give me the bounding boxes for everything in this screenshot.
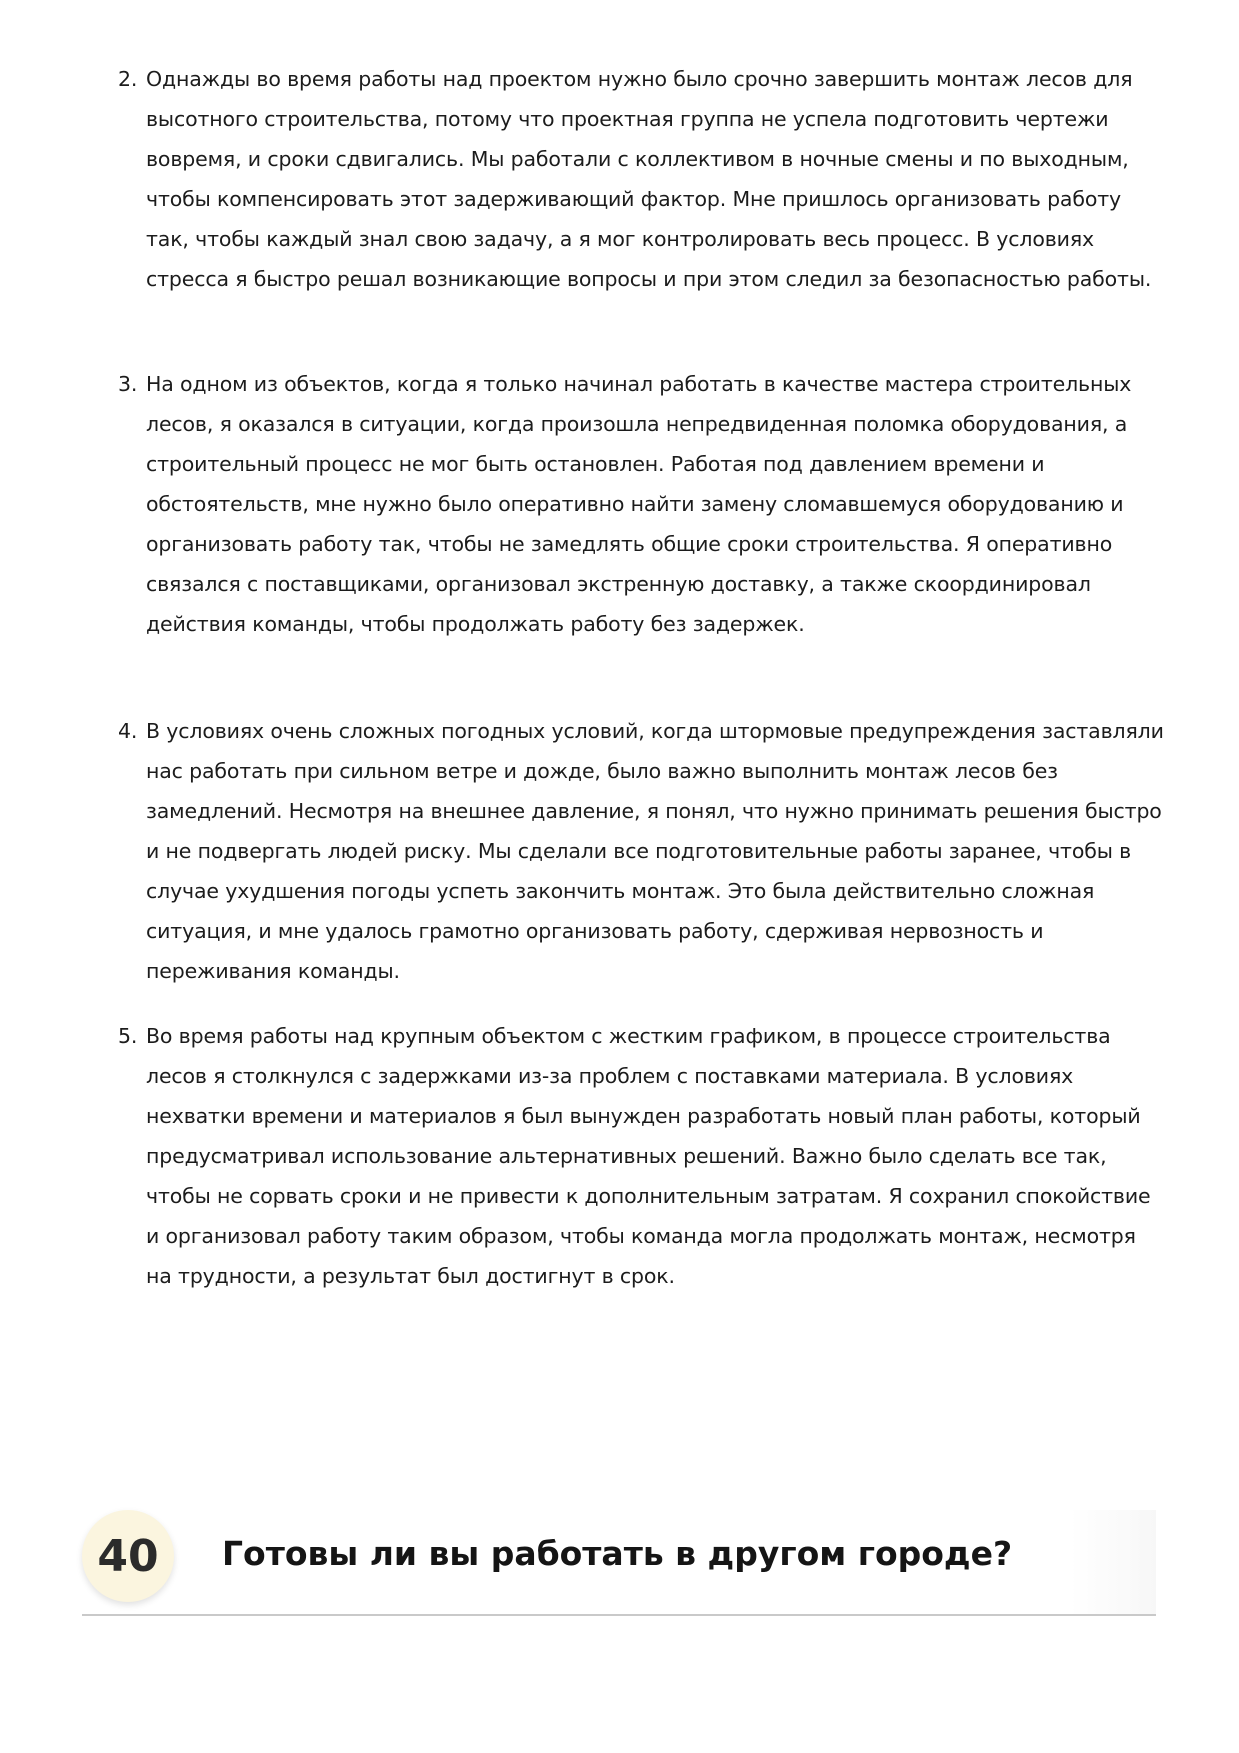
list-item-number: 5. xyxy=(118,1024,138,1048)
question-number-badge: 40 xyxy=(82,1510,174,1602)
list-item-number: 3. xyxy=(118,372,138,396)
list-item-number: 4. xyxy=(118,719,138,743)
list-item xyxy=(118,364,1168,644)
list-item-text: На одном из объектов, когда я только начинал работать в качестве мастера строительных лесов, я оказался в ситуации, когда произошла непредвиденная поломка оборудования, а строительный процесс не мог быть остановлен. Работая под давлением времени и обстоятельств, мне нужно было оперативно найти замену сломавшемуся оборудованию и организовать работу так, чтобы не замедлять общие сроки строительства. Я оперативно связался с поставщиками, организовал экстренную доставку, а также скоординировал действия команды, чтобы продолжать работу без задержек. xyxy=(146,372,1132,636)
list-item xyxy=(118,1016,1168,1296)
list-item xyxy=(118,711,1168,991)
list-item-text: В условиях очень сложных погодных условий, когда штормовые предупреждения заставляли нас работать при сильном ветре и дожде, было важно выполнить монтаж лесов без замедлений. Несмотря на внешнее давление, я понял, что нужно принимать решения быстро и не подвергать людей риску. Мы сделали все подготовительные работы заранее, чтобы в случае ухудшения погоды успеть закончить монтаж. Это была действительно сложная ситуация, и мне удалось грамотно организовать работу, сдерживая нервозность и переживания команды. xyxy=(146,719,1164,983)
question-title: Готовы ли вы работать в другом городе? xyxy=(222,1534,1013,1573)
list-item-number: 2. xyxy=(118,67,138,91)
list-item-text: Во время работы над крупным объектом с жестким графиком, в процессе строительства лесов я столкнулся с задержками из-за проблем с поставками материала. В условиях нехватки времени и материалов я был вынужден разработать новый план работы, который предусматривал использование альтернативных решений. Важно было сделать все так, чтобы не сорвать сроки и не привести к дополнительным затратам. Я сохранил спокойствие и организовал работу таким образом, чтобы команда могла продолжать монтаж, несмотря на трудности, а результат был достигнут в срок. xyxy=(146,1024,1151,1288)
list-item-text: Однажды во время работы над проектом нужно было срочно завершить монтаж лесов для высотного строительства, потому что проектная группа не успела подготовить чертежи вовремя, и сроки сдвигались. Мы работали с коллективом в ночные смены и по выходным, чтобы компенсировать этот задерживающий фактор. Мне пришлось организовать работу так, чтобы каждый знал свою задачу, а я мог контролировать весь процесс. В условиях стресса я быстро решал возникающие вопросы и при этом следил за безопасностью работы. xyxy=(146,67,1152,291)
question-header xyxy=(82,1510,1156,1616)
list-item xyxy=(118,59,1168,299)
